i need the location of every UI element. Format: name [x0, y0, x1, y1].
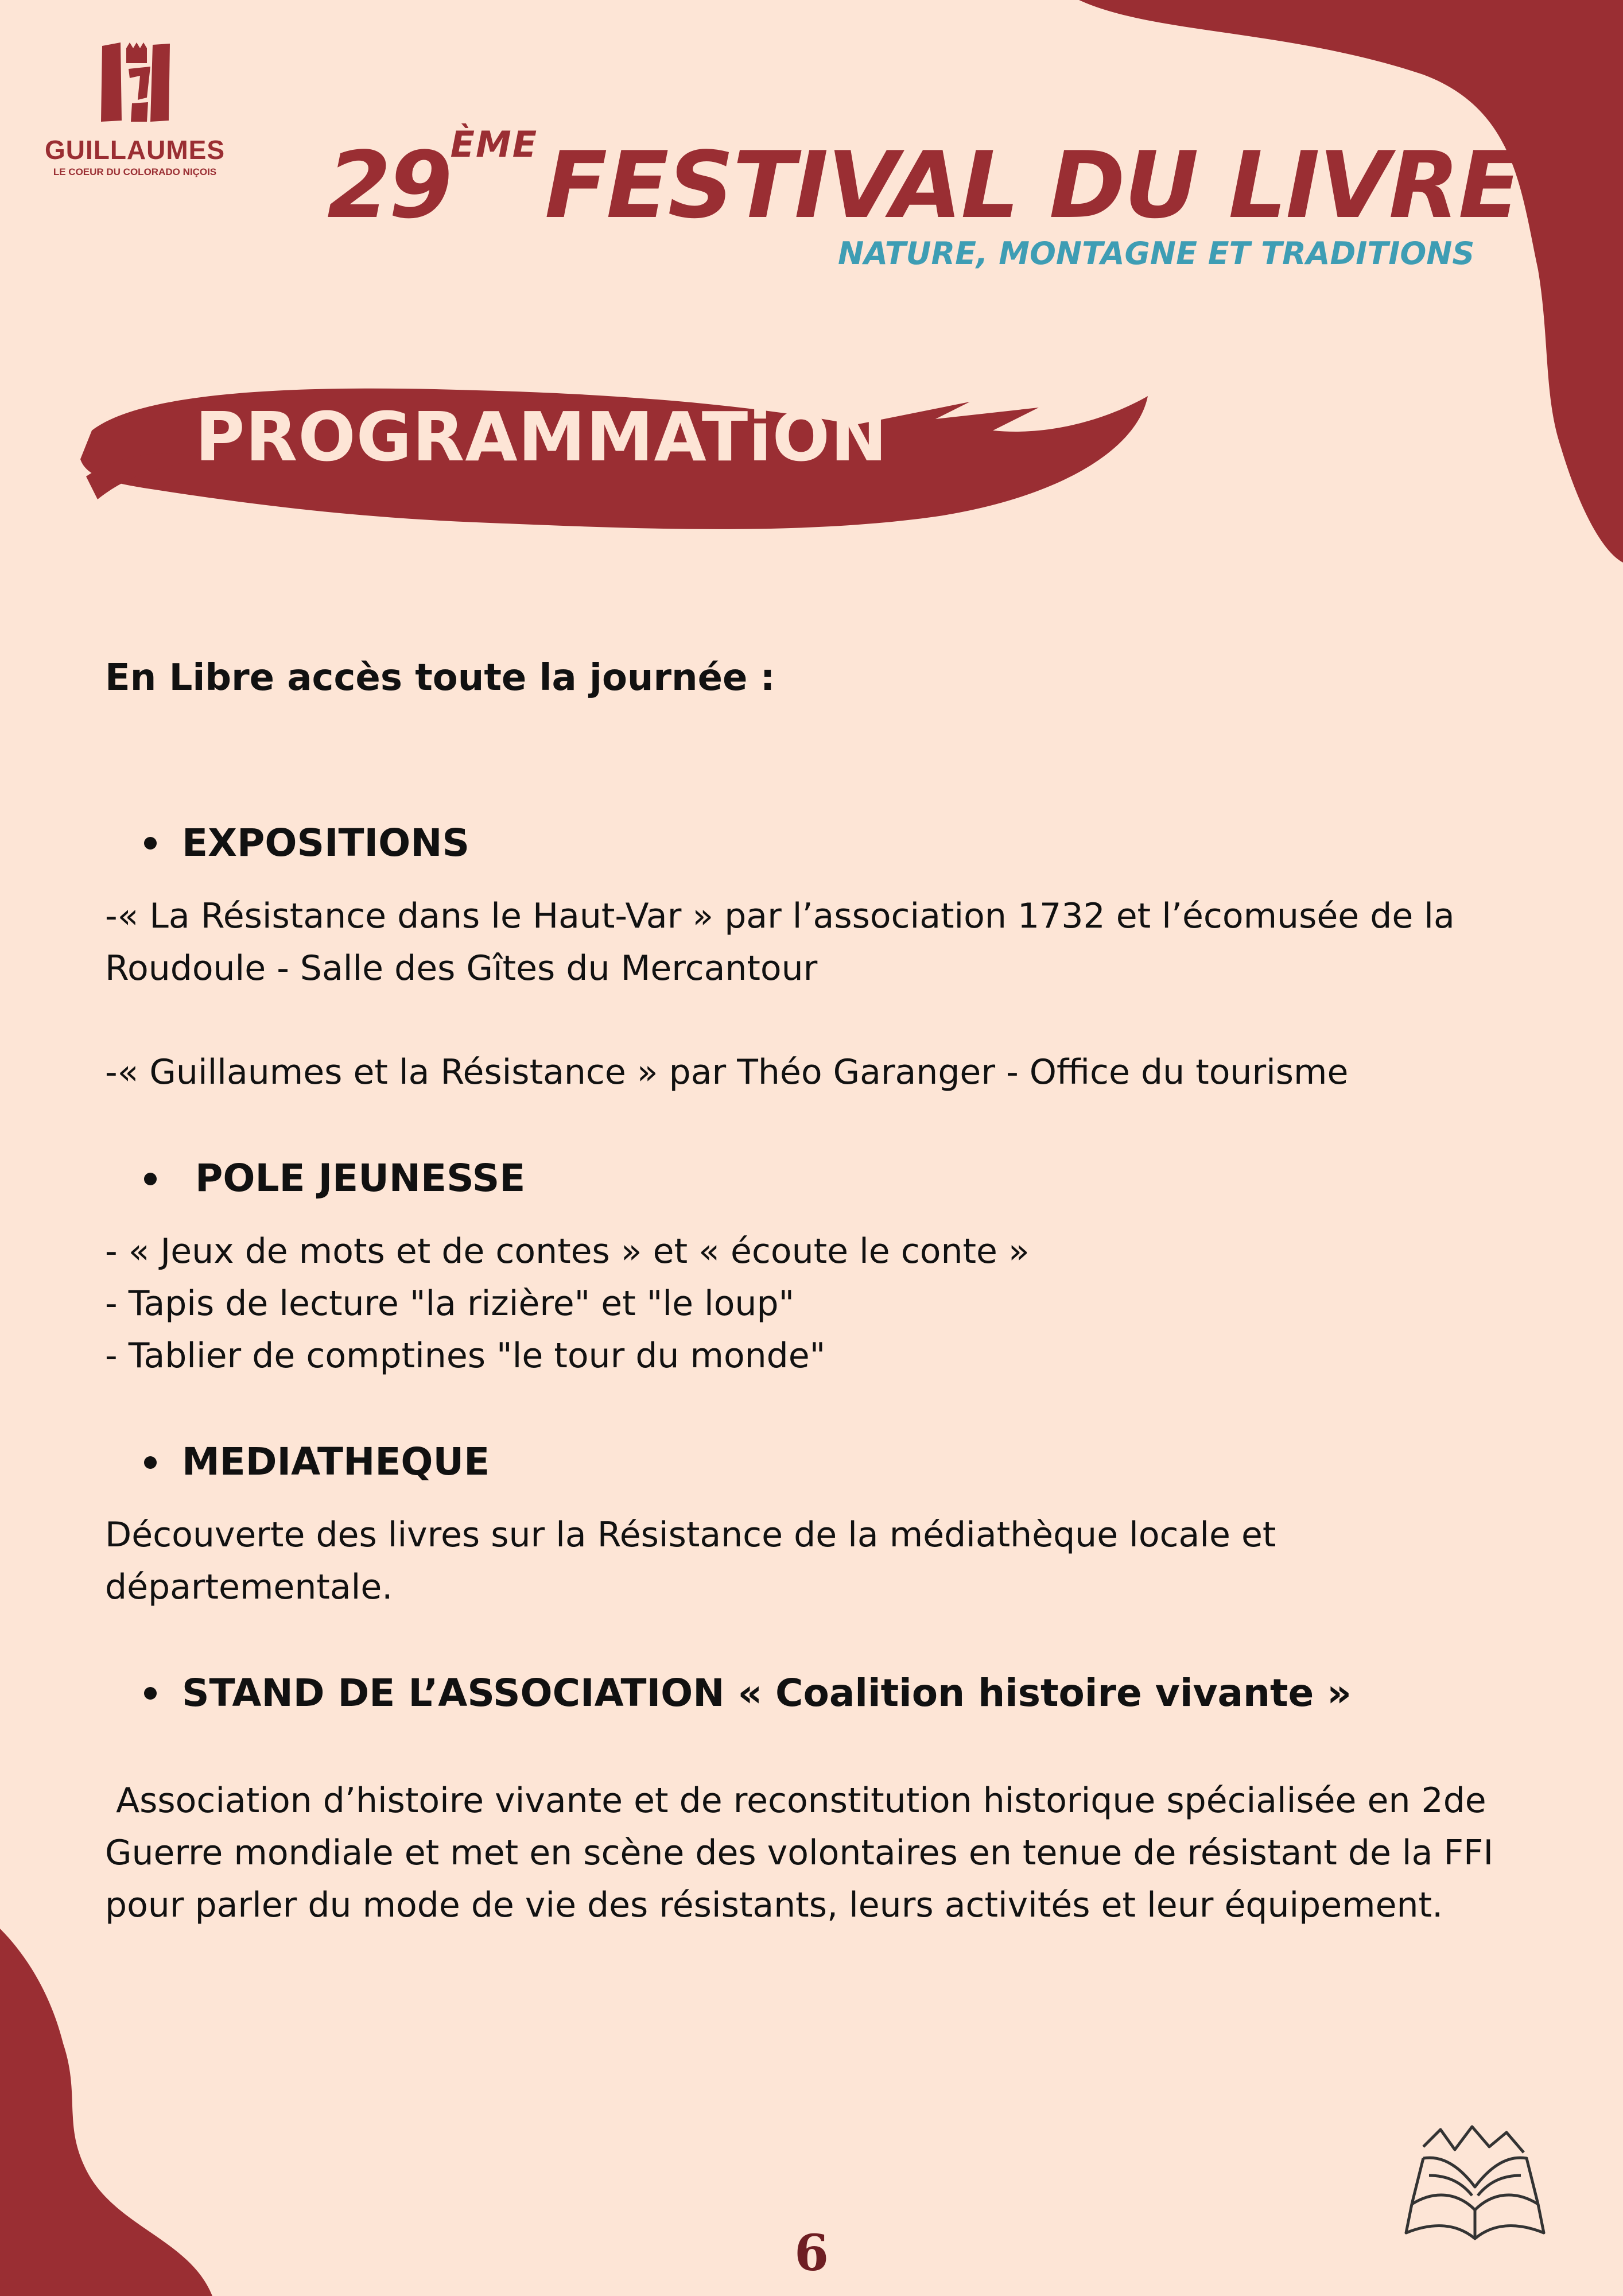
programmation-heading: PROGRAMMATiON: [195, 397, 888, 476]
title-superscript: ÈME: [450, 123, 538, 165]
programmation-banner: [75, 385, 1165, 545]
bullet-icon: [144, 1173, 157, 1185]
bullet-icon: [144, 1687, 157, 1700]
logo-name: GUILLAUMES: [44, 135, 226, 165]
section-heading-expositions: [105, 820, 1528, 867]
title-number: 29: [327, 131, 451, 239]
castle-logo-icon: [98, 40, 172, 126]
section-heading-pole-jeunesse: [105, 1155, 1528, 1203]
jeunesse-item: - « Jeux de mots et de contes » et « écoute le conte »: [105, 1231, 1030, 1271]
jeunesse-item: - Tapis de lecture "la rizière" et "le loup": [105, 1283, 795, 1324]
section-heading-association-stand: [105, 1670, 1528, 1717]
section-heading-text: STAND DE L’ASSOCIATION « Coalition histoire vivante »: [182, 1671, 1352, 1716]
section-heading-text: POLE JEUNESSE: [182, 1156, 526, 1201]
section-heading-mediatheque: [105, 1438, 1528, 1486]
title-main: FESTIVAL DU LIVRE: [545, 131, 1520, 239]
festival-title: [327, 123, 1520, 239]
jeunesse-item: - Tablier de comptines "le tour du monde": [105, 1336, 826, 1376]
intro-line: En Libre accès toute la journée :: [105, 657, 775, 699]
guillaumes-logo: [40, 40, 230, 178]
bullet-icon: [144, 837, 157, 850]
program-content: [105, 654, 1528, 1932]
exposition-item: -« La Résistance dans le Haut-Var » par l’association 1732 et l’écomusée de la Roudoule - Salle des Gîtes du Mercantour: [105, 895, 1455, 988]
section-heading-text: EXPOSITIONS: [182, 821, 469, 866]
section-heading-text: MEDIATHEQUE: [182, 1440, 490, 1484]
open-book-icon: [1400, 2124, 1550, 2244]
exposition-item: -« Guillaumes et la Résistance » par Théo Garanger - Office du tourisme: [105, 1052, 1349, 1093]
bottom-left-wave: [0, 1929, 212, 2296]
bullet-icon: [144, 1456, 157, 1469]
page-number: 6: [794, 2224, 829, 2282]
mediatheque-description: Découverte des livres sur la Résistance de la médiathèque locale et départementale.: [105, 1514, 1276, 1607]
logo-tagline: LE COEUR DU COLORADO NIÇOIS: [53, 166, 217, 177]
festival-subtitle: NATURE, MONTAGNE ET TRADITIONS: [838, 235, 1475, 272]
association-description: Association d’histoire vivante et de reconstitution historique spécialisée en 2de Guerre mondiale et met en scène des volontaires en tenue de résistant de la FFI pour parler du mode de vie des résistants, leurs activités et leur équipement.: [105, 1780, 1505, 1926]
